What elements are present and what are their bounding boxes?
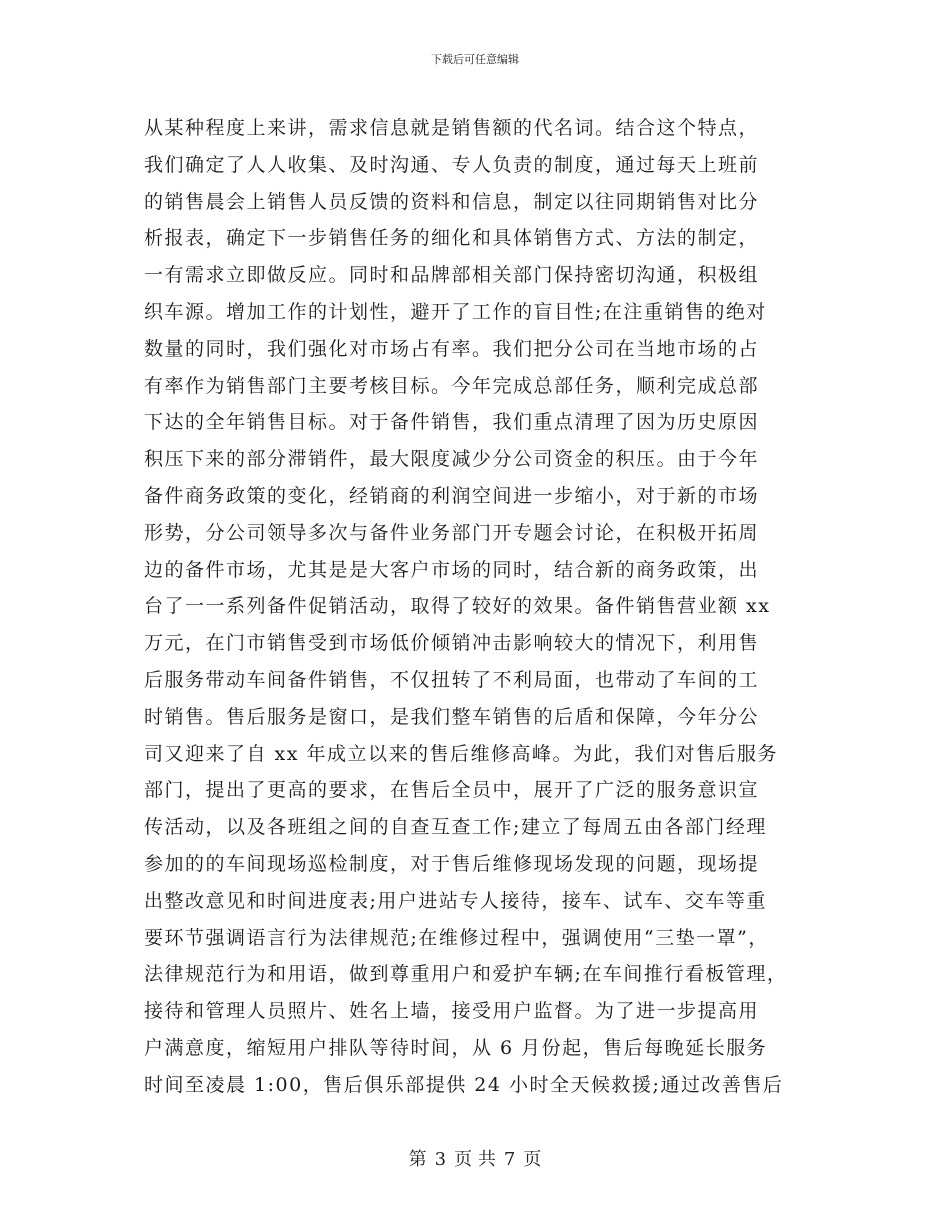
- body-line: 有率作为销售部门主要考核目标。今年完成总部任务，顺利完成总部: [144, 374, 760, 397]
- body-line: 司又迎来了自 xx 年成立以来的售后维修高峰。为此，我们对售后服务: [144, 742, 779, 765]
- footer-prefix: 第: [408, 1149, 427, 1170]
- body-line: 户满意度，缩短用户排队等待时间，从 6 月份起，售后每晚延长服务: [144, 1036, 768, 1059]
- body-line: 要环节强调语言行为法律规范;在维修过程中，强调使用“三垫一罩”，: [144, 926, 769, 949]
- total-page-count: 7: [503, 1149, 516, 1170]
- body-line: 边的备件市场，尤其是是大客户市场的同时，结合新的商务政策，出: [144, 558, 760, 581]
- body-line: 后服务带动车间备件销售，不仅扭转了不利局面，也带动了车间的工: [144, 668, 760, 691]
- page-number-footer: [0, 1148, 950, 1172]
- body-line: 备件商务政策的变化，经销商的利润空间进一步缩小，对于新的市场: [144, 484, 760, 507]
- body-line: 形势，分公司领导多次与备件业务部门开专题会讨论，在积极开拓周: [144, 521, 760, 544]
- body-line: 部门，提出了更高的要求，在售后全员中，展开了广泛的服务意识宣: [144, 779, 760, 802]
- body-line: 我们确定了人人收集、及时沟通、专人负责的制度，通过每天上班前: [144, 153, 760, 176]
- page-header-note: 下载后可任意编辑: [431, 53, 519, 66]
- body-line: 数量的同时，我们强化对市场占有率。我们把分公司在当地市场的占: [144, 337, 760, 360]
- body-line: 析报表，确定下一步销售任务的细化和具体销售方式、方法的制定，: [144, 227, 760, 250]
- body-line: 出整改意见和时间进度表;用户进站专人接待，接车、试车、交车等重: [144, 889, 767, 912]
- document-body: [144, 110, 816, 1104]
- body-line: 的销售晨会上销售人员反馈的资料和信息，制定以往同期销售对比分: [144, 190, 760, 213]
- footer-suffix: 页: [523, 1149, 542, 1170]
- body-line: 时间至凌晨 1:00，售后俱乐部提供 24 小时全天候救援;通过改善售后: [144, 1073, 784, 1096]
- body-line: 传活动，以及各班组之间的自查互查工作;建立了每周五由各部门经理: [144, 816, 767, 839]
- current-page-number: 3: [434, 1149, 447, 1170]
- body-line: 时销售。售后服务是窗口，是我们整车销售的后盾和保障，今年分公: [144, 705, 760, 728]
- body-line: 法律规范行为和用语，做到尊重用户和爱护车辆;在车间推行看板管理，: [144, 963, 788, 986]
- body-line: 从某种程度上来讲，需求信息就是销售额的代名词。结合这个特点，: [144, 117, 760, 139]
- body-line: 参加的的车间现场巡检制度，对于售后维修现场发现的问题，现场提: [144, 852, 760, 875]
- body-line: 一有需求立即做反应。同时和品牌部相关部门保持密切沟通，积极组: [144, 264, 760, 287]
- body-line: 台了一一系列备件促销活动，取得了较好的效果。备件销售营业额 xx: [144, 595, 771, 618]
- body-line: 万元，在门市销售受到市场低价倾销冲击影响较大的情况下，利用售: [144, 632, 760, 655]
- body-line: 下达的全年销售目标。对于备件销售，我们重点清理了因为历史原因: [144, 411, 760, 434]
- footer-middle: 页 共: [454, 1149, 496, 1170]
- body-line: 织车源。增加工作的计划性，避开了工作的盲目性;在注重销售的绝对: [144, 300, 767, 323]
- body-line: 积压下来的部分滞销件，最大限度减少分公司资金的积压。由于今年: [144, 448, 760, 471]
- body-line: 接待和管理人员照片、姓名上墙，接受用户监督。为了进一步提高用: [144, 1000, 760, 1023]
